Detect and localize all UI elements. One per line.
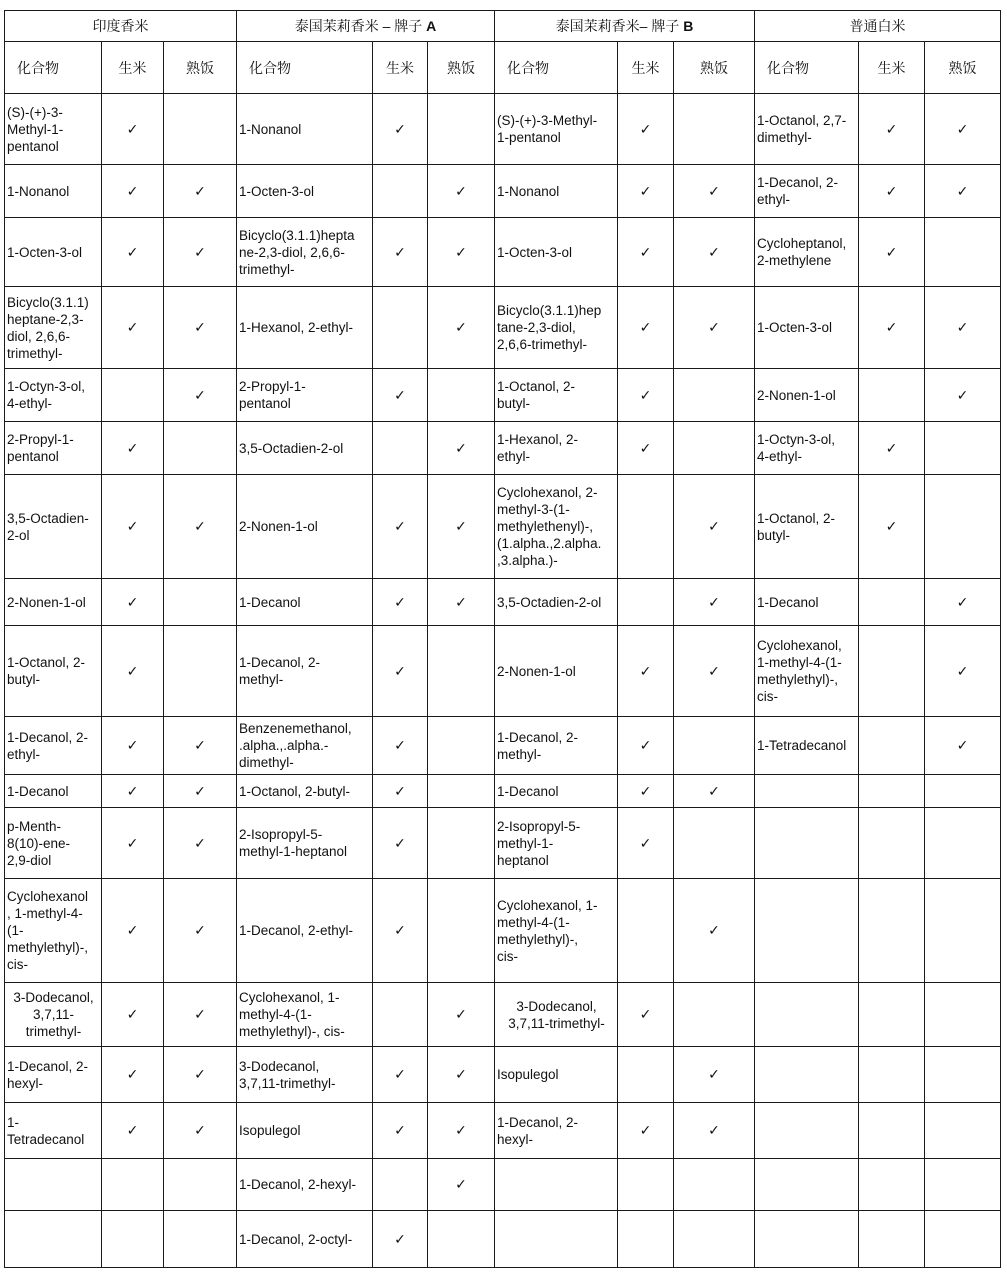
table-row (5, 1047, 1001, 1103)
group-header-indian-basmati (5, 11, 237, 42)
table-row (5, 1103, 1001, 1159)
table-row (5, 879, 1001, 983)
group-header-thai-jasmine-brand-a (237, 11, 495, 42)
cooked-rice-check-icon (925, 775, 1001, 808)
compound-name-cell: 1-Decanol (755, 579, 859, 626)
compound-name-cell: 1-Decanol, 2- methyl- (237, 626, 373, 717)
compound-name-cell: 1-Nonanol (495, 165, 618, 218)
cooked-rice-check-icon: ✓ (428, 1047, 495, 1103)
compound-name-cell: 2-Nonen-1-ol (755, 369, 859, 422)
table-row (5, 717, 1001, 775)
compound-name-cell: 1-Decanol, 2- ethyl- (5, 717, 102, 775)
subheader-compound: 化合物 (755, 42, 859, 94)
cooked-rice-check-icon: ✓ (164, 879, 237, 983)
table-row (5, 165, 1001, 218)
cooked-rice-check-icon (925, 1159, 1001, 1211)
raw-rice-check-icon: ✓ (373, 808, 428, 879)
compound-name-cell: (S)-(+)-3-Methyl- 1-pentanol (495, 94, 618, 165)
subheader-cooked: 熟饭 (164, 42, 237, 94)
raw-rice-check-icon: ✓ (373, 475, 428, 579)
table-row (5, 626, 1001, 717)
group-title: 印度香米 (92, 18, 149, 34)
raw-rice-check-icon (859, 808, 925, 879)
raw-rice-check-icon: ✓ (102, 879, 164, 983)
raw-rice-check-icon: ✓ (373, 369, 428, 422)
compound-name-cell: 2-Isopropyl-5- methyl-1- heptanol (495, 808, 618, 879)
compound-name-cell: 1-Nonanol (237, 94, 373, 165)
compound-name-cell: 1-Nonanol (5, 165, 102, 218)
raw-rice-check-icon: ✓ (618, 287, 674, 369)
table-body (5, 94, 1001, 1268)
raw-rice-check-icon: ✓ (102, 218, 164, 287)
cooked-rice-check-icon (925, 475, 1001, 579)
raw-rice-check-icon: ✓ (373, 579, 428, 626)
raw-rice-check-icon: ✓ (373, 94, 428, 165)
compound-name-cell: 3,5-Octadien- 2-ol (5, 475, 102, 579)
subheader-compound: 化合物 (495, 42, 618, 94)
cooked-rice-check-icon (925, 1103, 1001, 1159)
compound-name-cell (755, 808, 859, 879)
raw-rice-check-icon: ✓ (102, 165, 164, 218)
compound-name-cell: Cyclohexanol, 1- methyl-4-(1- methylethyl)-, cis- (495, 879, 618, 983)
compound-name-cell: 2-Isopropyl-5- methyl-1-heptanol (237, 808, 373, 879)
raw-rice-check-icon: ✓ (373, 879, 428, 983)
cooked-rice-check-icon (164, 1211, 237, 1268)
compound-name-cell: 1-Octanol, 2- butyl- (495, 369, 618, 422)
cooked-rice-check-icon: ✓ (925, 369, 1001, 422)
raw-rice-check-icon (373, 983, 428, 1047)
compound-name-cell: 1-Octen-3-ol (5, 218, 102, 287)
cooked-rice-check-icon (164, 626, 237, 717)
compound-name-cell (755, 1211, 859, 1268)
cooked-rice-check-icon: ✓ (428, 1103, 495, 1159)
raw-rice-check-icon: ✓ (102, 1047, 164, 1103)
raw-rice-check-icon: ✓ (618, 165, 674, 218)
cooked-rice-check-icon (674, 1159, 755, 1211)
table-row (5, 422, 1001, 475)
compound-name-cell: Bicyclo(3.1.1)hep tane-2,3-diol, 2,6,6-trimethyl- (495, 287, 618, 369)
cooked-rice-check-icon (428, 808, 495, 879)
raw-rice-check-icon (618, 579, 674, 626)
cooked-rice-check-icon: ✓ (428, 983, 495, 1047)
compound-name-cell: 1-Decanol, 2- ethyl- (755, 165, 859, 218)
compound-name-cell: 1-Octanol, 2- butyl- (5, 626, 102, 717)
cooked-rice-check-icon (428, 369, 495, 422)
raw-rice-check-icon: ✓ (373, 1103, 428, 1159)
raw-rice-check-icon: ✓ (618, 775, 674, 808)
compound-name-cell (495, 1211, 618, 1268)
compound-name-cell: 1-Octyn-3-ol, 4-ethyl- (5, 369, 102, 422)
cooked-rice-check-icon (428, 94, 495, 165)
compound-name-cell: 2-Propyl-1- pentanol (5, 422, 102, 475)
raw-rice-check-icon: ✓ (859, 475, 925, 579)
cooked-rice-check-icon (925, 879, 1001, 983)
compound-table-container (4, 10, 1001, 1268)
subheader-cooked: 熟饭 (674, 42, 755, 94)
compound-name-cell: 3-Dodecanol, 3,7,11-trimethyl- (495, 983, 618, 1047)
compound-name-cell: 1-Decanol (5, 775, 102, 808)
cooked-rice-check-icon (428, 626, 495, 717)
cooked-rice-check-icon (164, 1159, 237, 1211)
raw-rice-check-icon (373, 1159, 428, 1211)
subheader-raw: 生米 (373, 42, 428, 94)
compound-name-cell: p-Menth- 8(10)-ene- 2,9-diol (5, 808, 102, 879)
raw-rice-check-icon: ✓ (618, 808, 674, 879)
compound-name-cell: 1-Decanol, 2- hexyl- (495, 1103, 618, 1159)
raw-rice-check-icon (859, 1103, 925, 1159)
raw-rice-check-icon (102, 369, 164, 422)
table-row (5, 579, 1001, 626)
cooked-rice-check-icon: ✓ (164, 775, 237, 808)
table-row (5, 369, 1001, 422)
cooked-rice-check-icon: ✓ (674, 165, 755, 218)
cooked-rice-check-icon (925, 1211, 1001, 1268)
subheader-row (5, 42, 1001, 94)
subheader-cooked: 熟饭 (925, 42, 1001, 94)
raw-rice-check-icon: ✓ (859, 422, 925, 475)
raw-rice-check-icon: ✓ (373, 626, 428, 717)
group-header-regular-white-rice (755, 11, 1001, 42)
cooked-rice-check-icon (428, 717, 495, 775)
cooked-rice-check-icon: ✓ (164, 165, 237, 218)
cooked-rice-check-icon: ✓ (428, 475, 495, 579)
raw-rice-check-icon: ✓ (373, 1047, 428, 1103)
compound-name-cell: 1-Decanol, 2-ethyl- (237, 879, 373, 983)
cooked-rice-check-icon (428, 879, 495, 983)
group-header-thai-jasmine-brand-b (495, 11, 755, 42)
raw-rice-check-icon: ✓ (373, 717, 428, 775)
cooked-rice-check-icon: ✓ (164, 983, 237, 1047)
compound-name-cell: Isopulegol (495, 1047, 618, 1103)
raw-rice-check-icon (859, 1047, 925, 1103)
cooked-rice-check-icon: ✓ (674, 475, 755, 579)
cooked-rice-check-icon: ✓ (925, 165, 1001, 218)
raw-rice-check-icon: ✓ (859, 287, 925, 369)
cooked-rice-check-icon: ✓ (428, 422, 495, 475)
raw-rice-check-icon (618, 1047, 674, 1103)
compound-name-cell: 3-Dodecanol, 3,7,11-trimethyl- (237, 1047, 373, 1103)
compound-name-cell: 3,5-Octadien-2-ol (495, 579, 618, 626)
raw-rice-check-icon (859, 579, 925, 626)
cooked-rice-check-icon: ✓ (674, 1103, 755, 1159)
compound-name-cell: Cyclohexanol , 1-methyl-4- (1- methylethyl)-, cis- (5, 879, 102, 983)
cooked-rice-check-icon: ✓ (674, 218, 755, 287)
cooked-rice-check-icon (674, 94, 755, 165)
compound-name-cell: 3-Dodecanol, 3,7,11- trimethyl- (5, 983, 102, 1047)
raw-rice-check-icon: ✓ (102, 422, 164, 475)
compound-name-cell: 2-Propyl-1- pentanol (237, 369, 373, 422)
cooked-rice-check-icon: ✓ (428, 218, 495, 287)
subheader-compound: 化合物 (5, 42, 102, 94)
compound-name-cell: 1-Decanol, 2-hexyl- (237, 1159, 373, 1211)
raw-rice-check-icon (618, 879, 674, 983)
cooked-rice-check-icon: ✓ (164, 1103, 237, 1159)
compound-name-cell: 1-Decanol, 2- hexyl- (5, 1047, 102, 1103)
compound-name-cell: 1-Octen-3-ol (495, 218, 618, 287)
cooked-rice-check-icon: ✓ (674, 879, 755, 983)
raw-rice-check-icon (859, 775, 925, 808)
cooked-rice-check-icon: ✓ (164, 1047, 237, 1103)
compound-name-cell (755, 775, 859, 808)
table-row (5, 775, 1001, 808)
compound-name-cell: 1-Decanol (237, 579, 373, 626)
cooked-rice-check-icon: ✓ (674, 626, 755, 717)
cooked-rice-check-icon (925, 983, 1001, 1047)
compound-name-cell: 2-Nonen-1-ol (237, 475, 373, 579)
raw-rice-check-icon: ✓ (618, 717, 674, 775)
raw-rice-check-icon (373, 165, 428, 218)
raw-rice-check-icon: ✓ (102, 579, 164, 626)
cooked-rice-check-icon: ✓ (925, 94, 1001, 165)
group-title-suffix: A (426, 18, 437, 34)
raw-rice-check-icon: ✓ (618, 218, 674, 287)
raw-rice-check-icon: ✓ (373, 1211, 428, 1268)
cooked-rice-check-icon: ✓ (925, 626, 1001, 717)
table-row (5, 218, 1001, 287)
cooked-rice-check-icon: ✓ (164, 808, 237, 879)
rice-compound-table (4, 10, 1001, 1268)
raw-rice-check-icon: ✓ (102, 808, 164, 879)
cooked-rice-check-icon (674, 717, 755, 775)
cooked-rice-check-icon: ✓ (674, 287, 755, 369)
raw-rice-check-icon: ✓ (618, 626, 674, 717)
cooked-rice-check-icon: ✓ (674, 579, 755, 626)
raw-rice-check-icon: ✓ (618, 983, 674, 1047)
subheader-raw: 生米 (859, 42, 925, 94)
compound-name-cell: 1-Tetradecanol (755, 717, 859, 775)
compound-name-cell: Benzenemethanol, .alpha.,.alpha.- dimethyl- (237, 717, 373, 775)
compound-name-cell: 1-Octanol, 2,7- dimethyl- (755, 94, 859, 165)
cooked-rice-check-icon (674, 808, 755, 879)
table-row (5, 287, 1001, 369)
raw-rice-check-icon: ✓ (859, 218, 925, 287)
compound-name-cell: Cycloheptanol, 2-methylene (755, 218, 859, 287)
subheader-raw: 生米 (102, 42, 164, 94)
cooked-rice-check-icon: ✓ (428, 165, 495, 218)
raw-rice-check-icon (859, 717, 925, 775)
cooked-rice-check-icon (428, 1211, 495, 1268)
compound-name-cell: 1-Decanol (495, 775, 618, 808)
raw-rice-check-icon: ✓ (102, 626, 164, 717)
cooked-rice-check-icon (674, 1211, 755, 1268)
raw-rice-check-icon (859, 369, 925, 422)
raw-rice-check-icon (618, 1211, 674, 1268)
cooked-rice-check-icon: ✓ (674, 775, 755, 808)
raw-rice-check-icon (373, 287, 428, 369)
compound-name-cell: Bicyclo(3.1.1)hepta ne-2,3-diol, 2,6,6- trimethyl- (237, 218, 373, 287)
raw-rice-check-icon: ✓ (102, 717, 164, 775)
compound-name-cell: (S)-(+)-3- Methyl-1- pentanol (5, 94, 102, 165)
compound-name-cell (5, 1159, 102, 1211)
group-title: 普通白米 (849, 18, 906, 34)
cooked-rice-check-icon (428, 775, 495, 808)
raw-rice-check-icon: ✓ (102, 287, 164, 369)
compound-name-cell (755, 983, 859, 1047)
group-title-suffix: B (683, 18, 694, 34)
raw-rice-check-icon (859, 983, 925, 1047)
cooked-rice-check-icon (925, 1047, 1001, 1103)
compound-name-cell: 2-Nonen-1-ol (5, 579, 102, 626)
compound-name-cell (755, 879, 859, 983)
cooked-rice-check-icon (674, 422, 755, 475)
subheader-compound: 化合物 (237, 42, 373, 94)
compound-name-cell: 1-Octanol, 2- butyl- (755, 475, 859, 579)
raw-rice-check-icon: ✓ (618, 422, 674, 475)
cooked-rice-check-icon: ✓ (164, 218, 237, 287)
cooked-rice-check-icon (674, 369, 755, 422)
group-title: 泰国茉莉香米– 牌子 (555, 18, 684, 34)
compound-name-cell: Bicyclo(3.1.1) heptane-2,3- diol, 2,6,6- trimethyl- (5, 287, 102, 369)
raw-rice-check-icon (618, 1159, 674, 1211)
compound-name-cell (755, 1159, 859, 1211)
cooked-rice-check-icon: ✓ (925, 717, 1001, 775)
cooked-rice-check-icon: ✓ (925, 579, 1001, 626)
cooked-rice-check-icon: ✓ (428, 579, 495, 626)
cooked-rice-check-icon: ✓ (164, 717, 237, 775)
cooked-rice-check-icon: ✓ (428, 1159, 495, 1211)
raw-rice-check-icon (859, 1211, 925, 1268)
raw-rice-check-icon (373, 422, 428, 475)
compound-name-cell: Isopulegol (237, 1103, 373, 1159)
raw-rice-check-icon (859, 879, 925, 983)
compound-name-cell: Cyclohexanol, 2- methyl-3-(1- methylethenyl)-, (1.alpha.,2.alpha. ,3.alpha.)- (495, 475, 618, 579)
compound-name-cell (755, 1047, 859, 1103)
compound-name-cell: Cyclohexanol, 1- methyl-4-(1- methylethyl)-, cis- (237, 983, 373, 1047)
raw-rice-check-icon (102, 1211, 164, 1268)
compound-name-cell: Cyclohexanol, 1-methyl-4-(1- methylethyl)-, cis- (755, 626, 859, 717)
cooked-rice-check-icon: ✓ (674, 1047, 755, 1103)
compound-name-cell (495, 1159, 618, 1211)
compound-name-cell: 1-Hexanol, 2-ethyl- (237, 287, 373, 369)
cooked-rice-check-icon (925, 218, 1001, 287)
raw-rice-check-icon: ✓ (102, 1103, 164, 1159)
table-row (5, 475, 1001, 579)
table-row (5, 1211, 1001, 1268)
raw-rice-check-icon: ✓ (859, 94, 925, 165)
cooked-rice-check-icon (925, 808, 1001, 879)
cooked-rice-check-icon: ✓ (164, 475, 237, 579)
cooked-rice-check-icon (164, 422, 237, 475)
raw-rice-check-icon: ✓ (618, 369, 674, 422)
table-row (5, 1159, 1001, 1211)
raw-rice-check-icon: ✓ (373, 218, 428, 287)
group-header-row (5, 11, 1001, 42)
compound-name-cell: 1-Octen-3-ol (237, 165, 373, 218)
table-row (5, 808, 1001, 879)
subheader-cooked: 熟饭 (428, 42, 495, 94)
compound-name-cell: 1-Decanol, 2-octyl- (237, 1211, 373, 1268)
compound-name-cell: 1-Octen-3-ol (755, 287, 859, 369)
raw-rice-check-icon: ✓ (102, 475, 164, 579)
raw-rice-check-icon (859, 626, 925, 717)
compound-name-cell: 1-Decanol, 2- methyl- (495, 717, 618, 775)
compound-name-cell (5, 1211, 102, 1268)
raw-rice-check-icon (102, 1159, 164, 1211)
cooked-rice-check-icon: ✓ (428, 287, 495, 369)
compound-name-cell: 3,5-Octadien-2-ol (237, 422, 373, 475)
raw-rice-check-icon: ✓ (618, 1103, 674, 1159)
compound-name-cell: 1-Hexanol, 2- ethyl- (495, 422, 618, 475)
raw-rice-check-icon (618, 475, 674, 579)
compound-name-cell: 1-Octyn-3-ol, 4-ethyl- (755, 422, 859, 475)
compound-name-cell: 2-Nonen-1-ol (495, 626, 618, 717)
cooked-rice-check-icon: ✓ (164, 287, 237, 369)
group-title: 泰国茉莉香米 – 牌子 (294, 18, 427, 34)
cooked-rice-check-icon: ✓ (164, 369, 237, 422)
raw-rice-check-icon (859, 1159, 925, 1211)
compound-name-cell: 1- Tetradecanol (5, 1103, 102, 1159)
cooked-rice-check-icon (925, 422, 1001, 475)
cooked-rice-check-icon (164, 94, 237, 165)
cooked-rice-check-icon: ✓ (925, 287, 1001, 369)
raw-rice-check-icon: ✓ (373, 775, 428, 808)
table-row (5, 983, 1001, 1047)
raw-rice-check-icon: ✓ (102, 775, 164, 808)
table-row (5, 94, 1001, 165)
raw-rice-check-icon: ✓ (102, 94, 164, 165)
raw-rice-check-icon: ✓ (618, 94, 674, 165)
raw-rice-check-icon: ✓ (102, 983, 164, 1047)
compound-name-cell: 1-Octanol, 2-butyl- (237, 775, 373, 808)
cooked-rice-check-icon (674, 983, 755, 1047)
subheader-raw: 生米 (618, 42, 674, 94)
cooked-rice-check-icon (164, 579, 237, 626)
raw-rice-check-icon: ✓ (859, 165, 925, 218)
compound-name-cell (755, 1103, 859, 1159)
